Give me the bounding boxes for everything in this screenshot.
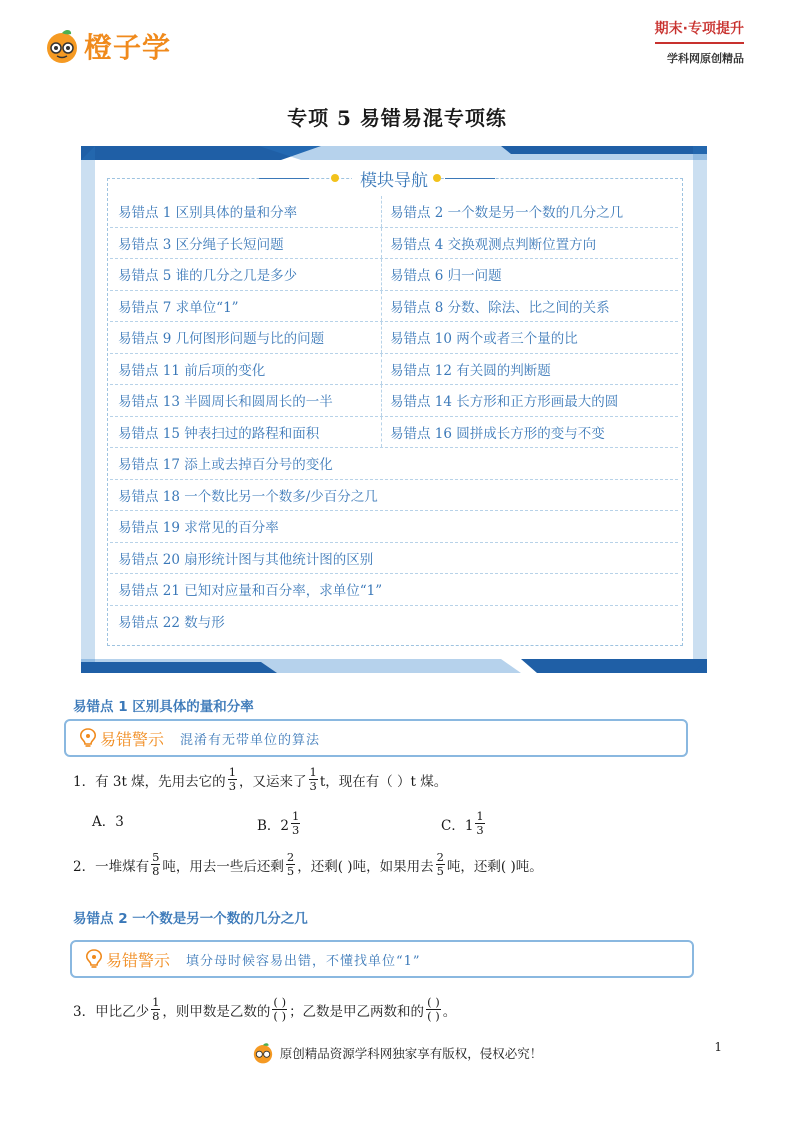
nav-item: 易错点 15 钟表扫过的路程和面积 — [110, 417, 382, 448]
nav-row — [110, 511, 678, 543]
nav-item: 易错点 10 两个或者三个量的比 — [390, 331, 578, 348]
fraction-numerator: ( ) — [273, 995, 287, 1009]
nav-row — [110, 480, 678, 512]
footer — [0, 1042, 794, 1064]
question-1 — [73, 766, 447, 793]
q2-text-part: ，还剩( )吨，如果用去 — [297, 858, 434, 875]
logo-text: 橙子学 — [84, 31, 172, 64]
fraction-numerator: ( ) — [427, 995, 440, 1009]
q3-text-part: ；乙数是甲乙两数和的 — [289, 1003, 425, 1020]
section2-heading: 易错点 2 一个数是另一个数的几分之几 — [73, 911, 308, 927]
fraction-numerator: 1 — [292, 809, 300, 823]
nav-title: 模块导航 — [352, 166, 436, 191]
fraction-numerator: 1 — [228, 765, 237, 779]
orange-logo-icon — [252, 1042, 274, 1064]
nav-item: 易错点 11 前后项的变化 — [110, 354, 382, 385]
fraction-numerator: 1 — [309, 765, 317, 779]
fraction-denominator: ( ) — [273, 1009, 287, 1023]
warning-text: 填分母时候容易出错，不懂找单位“1” — [186, 953, 421, 969]
q2-text-part: 吨，还剩( )吨。 — [446, 858, 543, 875]
nav-item: 易错点 9 几何图形问题与比的问题 — [110, 322, 382, 353]
fraction-numerator: 2 — [286, 850, 295, 864]
nav-item: 易错点 7 求单位“1” — [110, 291, 382, 322]
fraction — [436, 851, 445, 878]
fraction-denominator: 3 — [476, 823, 484, 837]
nav-item: 易错点 21 已知对应量和百分率，求单位“1” — [118, 583, 383, 600]
nav-row — [110, 574, 678, 606]
nav-item: 易错点 2 一个数是另一个数的几分之几 — [390, 205, 624, 222]
nav-row — [110, 322, 678, 354]
nav-title-wrap — [81, 166, 707, 191]
nav-list — [110, 196, 678, 637]
q1-text-part: t，现在有（ ）t 煤。 — [319, 773, 448, 790]
warning-text: 混淆有无带单位的算法 — [180, 732, 321, 748]
fraction-denominator: 8 — [152, 864, 160, 878]
page-title: 专项 5 易错易混专项练 — [287, 106, 507, 130]
nav-row — [110, 259, 678, 291]
fraction-denominator: 3 — [309, 779, 317, 793]
warning-label: 易错警示 — [106, 950, 171, 970]
blank-fraction[interactable] — [426, 996, 441, 1023]
nav-row — [110, 291, 678, 323]
nav-item: 易错点 3 区分绳子长短问题 — [110, 228, 382, 259]
fraction — [286, 851, 295, 878]
q1-option-a — [92, 810, 124, 830]
nav-row — [110, 543, 678, 575]
header-sub: 学科网原创精品 — [667, 52, 744, 65]
nav-item: 易错点 22 数与形 — [118, 615, 225, 632]
fraction-numerator: 1 — [152, 995, 160, 1009]
fraction-numerator: 5 — [152, 850, 160, 864]
nav-item: 易错点 8 分数、除法、比之间的关系 — [390, 299, 610, 316]
brand-logo — [44, 26, 171, 66]
nav-item: 易错点 18 一个数比另一个数多/少百分之几 — [118, 488, 378, 505]
nav-row — [110, 606, 678, 638]
header-right — [655, 18, 744, 66]
warning-label: 易错警示 — [100, 729, 165, 749]
q3-text-part: ，则甲数是乙数的 — [162, 1003, 271, 1020]
lightbulb-icon — [84, 949, 104, 969]
q1-text-part: ，又运来了 — [239, 773, 307, 790]
fraction-numerator: 1 — [476, 809, 484, 823]
q3-text-part: 。 — [442, 1003, 457, 1020]
nav-item: 易错点 14 长方形和正方形画最大的圆 — [390, 394, 619, 411]
nav-item: 易错点 19 求常见的百分率 — [118, 520, 279, 537]
question-2 — [73, 851, 543, 878]
nav-title-line-right — [445, 178, 495, 179]
q1-option-c — [441, 810, 487, 837]
nav-title-dot-right — [433, 174, 441, 182]
nav-row — [110, 385, 678, 417]
q1-option-b — [257, 810, 302, 837]
section2-warning-box — [70, 940, 694, 978]
orange-logo-icon — [44, 28, 80, 64]
option-b-label: B．2 — [257, 817, 290, 834]
footer-text: 原创精品资源学科网独家享有版权，侵权必究！ — [279, 1046, 543, 1061]
fraction-denominator: ( ) — [427, 1009, 440, 1023]
nav-item: 易错点 20 扇形统计图与其他统计图的区别 — [118, 551, 374, 568]
nav-item: 易错点 17 添上或去掉百分号的变化 — [118, 457, 333, 474]
fraction — [151, 851, 160, 878]
nav-item: 易错点 6 归一问题 — [390, 268, 502, 285]
nav-item: 易错点 13 半圆周长和圆周长的一半 — [110, 385, 382, 416]
nav-row — [110, 228, 678, 260]
nav-item: 易错点 5 谁的几分之几是多少 — [110, 259, 382, 290]
fraction — [151, 996, 160, 1023]
nav-item: 易错点 12 有关圆的判断题 — [390, 362, 551, 379]
fraction — [291, 810, 300, 837]
fraction-denominator: 5 — [286, 864, 295, 878]
nav-row — [110, 417, 678, 449]
fraction-denominator: 8 — [152, 1009, 160, 1023]
q2-text-part: 吨，用去一些后还剩 — [162, 858, 284, 875]
q3-text-part: 3．甲比乙少 — [73, 1003, 150, 1020]
option-a-text: A．3 — [92, 814, 124, 830]
question-3 — [73, 996, 456, 1023]
fraction-denominator: 5 — [436, 864, 444, 878]
nav-row — [110, 196, 678, 228]
blank-fraction[interactable] — [272, 996, 287, 1023]
q1-text-part: 1．有 3t 煤，先用去它的 — [73, 773, 226, 790]
page-number: 1 — [714, 1040, 722, 1054]
q2-text-part: 2．一堆煤有 — [73, 858, 150, 875]
fraction-denominator: 3 — [292, 823, 300, 837]
lightbulb-icon — [78, 728, 98, 748]
nav-item: 易错点 4 交换观测点判断位置方向 — [390, 236, 597, 253]
fraction — [228, 766, 237, 793]
section1-warning-box — [64, 719, 688, 757]
section1-heading: 易错点 1 区别具体的量和分率 — [73, 699, 254, 715]
nav-item: 易错点 16 圆拼成长方形的变与不变 — [390, 425, 605, 442]
fraction-numerator: 2 — [436, 850, 444, 864]
fraction — [475, 810, 484, 837]
option-c-label: C．1 — [441, 817, 474, 834]
fraction — [309, 766, 318, 793]
nav-row — [110, 354, 678, 386]
header-tag: 期末·专项提升 — [655, 18, 744, 44]
nav-item: 易错点 1 区别具体的量和分率 — [110, 196, 382, 227]
fraction-denominator: 3 — [228, 779, 237, 793]
nav-row — [110, 448, 678, 480]
